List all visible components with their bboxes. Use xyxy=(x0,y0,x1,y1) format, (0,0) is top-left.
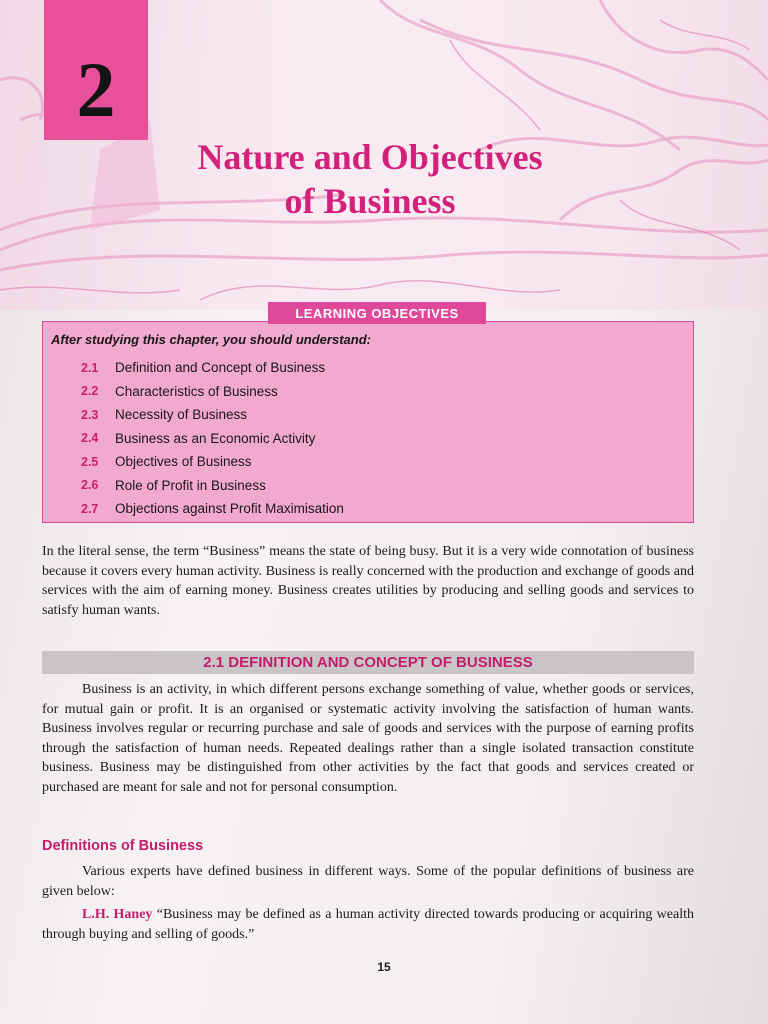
section-heading: 2.1 DEFINITION AND CONCEPT OF BUSINESS xyxy=(42,651,694,674)
list-item xyxy=(81,450,344,474)
objective-number: 2.4 xyxy=(81,431,99,446)
objective-number: 2.5 xyxy=(81,454,99,469)
definition-quote xyxy=(42,905,694,944)
list-item xyxy=(81,497,344,521)
chapter-title xyxy=(100,135,640,223)
learning-objectives-intro: After studying this chapter, you should understand: xyxy=(51,332,371,347)
list-item xyxy=(81,403,344,427)
objective-number: 2.1 xyxy=(81,360,99,375)
objective-text: Role of Profit in Business xyxy=(115,477,266,493)
objective-text: Business as an Economic Activity xyxy=(115,430,316,446)
objective-text: Objectives of Business xyxy=(115,454,252,470)
chapter-number: 2 xyxy=(76,46,116,133)
objective-text: Objections against Profit Maximisation xyxy=(115,501,344,517)
page-number: 15 xyxy=(377,960,391,974)
quote-text: “Business may be defined as a human activity directed towards producing or acquiring wealth through buying and selling of goods.” xyxy=(42,907,694,942)
list-item xyxy=(81,380,344,404)
section-paragraph: Business is an activity, in which different persons exchange something of value, whether goods or services, for mutual gain or profit. It is an organised or systematic activity involving the satisfaction of human wants. Business involves regular or recurring purchase and sale of goods and services with the purpose of earning profits through the satisfaction of human needs. Repeated dealings rather than a single isolated transaction constitute business. Business may be distinguished from other activities by the fact that goods and services created or purchased are meant for sale and not for personal consumption. xyxy=(42,682,694,795)
quote-author: L.H. Haney xyxy=(82,907,153,922)
chapter-title-line-1: Nature and Objectives xyxy=(197,137,543,177)
chapter-number-box xyxy=(44,0,148,140)
objective-text: Definition and Concept of Business xyxy=(115,360,326,376)
intro-paragraph: In the literal sense, the term “Business” means the state of being busy. But it is a very wide connotation of business because it covers every human activity. Business is really concerned with the production and exchange of goods and services with the aim of earning money. Business creates utilities by producing and selling goods and services to satisfy human wants. xyxy=(42,544,694,618)
definitions-intro: Various experts have defined business in different ways. Some of the popular definitions of business are given below: xyxy=(42,864,694,899)
objective-text: Characteristics of Business xyxy=(115,383,278,399)
chapter-title-line-2: of Business xyxy=(284,181,456,221)
objective-number: 2.7 xyxy=(81,501,99,516)
objective-number: 2.2 xyxy=(81,384,99,399)
objective-number: 2.3 xyxy=(81,407,99,422)
list-item xyxy=(81,356,344,380)
learning-objectives-tab: LEARNING OBJECTIVES xyxy=(268,302,486,324)
learning-objectives-list xyxy=(81,356,344,521)
learning-objectives-box xyxy=(42,321,694,523)
list-item xyxy=(81,427,344,451)
list-item xyxy=(81,474,344,498)
objective-text: Necessity of Business xyxy=(115,407,248,423)
definitions-heading: Definitions of Business xyxy=(42,838,204,854)
objective-number: 2.6 xyxy=(81,478,99,493)
